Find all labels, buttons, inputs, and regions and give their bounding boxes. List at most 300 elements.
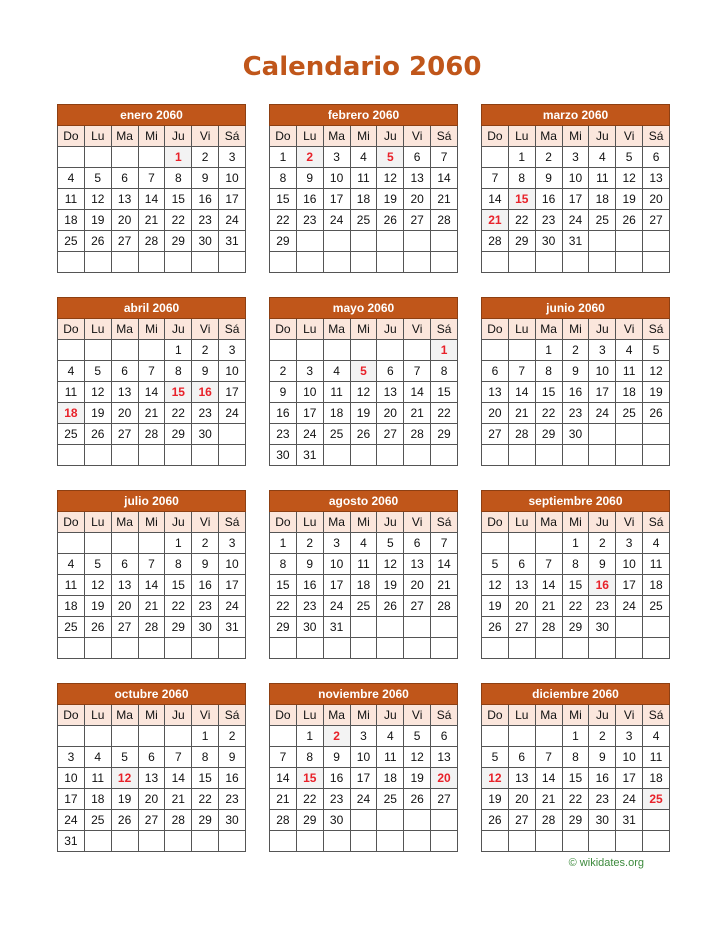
day-cell: 22 [535, 403, 562, 424]
day-cell: 6 [431, 726, 458, 747]
empty-day-cell [138, 252, 165, 273]
empty-day-cell [404, 252, 431, 273]
day-cell: 11 [58, 189, 85, 210]
empty-day-cell [643, 424, 670, 445]
weekday-header: Vi [192, 705, 219, 726]
day-cell: 23 [219, 789, 246, 810]
day-cell: 4 [84, 747, 111, 768]
day-cell: 29 [562, 617, 589, 638]
day-cell: 16 [296, 575, 323, 596]
day-cell: 23 [535, 210, 562, 231]
day-cell: 17 [219, 575, 246, 596]
day-cell: 30 [562, 424, 589, 445]
day-cell: 26 [377, 210, 404, 231]
empty-day-cell [111, 831, 138, 852]
day-cell: 13 [404, 554, 431, 575]
day-cell: 24 [323, 210, 350, 231]
day-cell: 7 [508, 361, 535, 382]
weekday-header: Lu [84, 126, 111, 147]
weekday-header: Mi [350, 512, 377, 533]
day-cell: 30 [192, 617, 219, 638]
day-cell: 9 [296, 554, 323, 575]
day-cell: 15 [165, 189, 192, 210]
weekday-header: Mi [138, 126, 165, 147]
day-cell: 19 [377, 575, 404, 596]
empty-day-cell [431, 638, 458, 659]
weekday-header: Sá [219, 705, 246, 726]
day-cell: 17 [219, 382, 246, 403]
day-cell: 3 [58, 747, 85, 768]
day-cell: 1 [165, 340, 192, 361]
day-cell: 5 [84, 168, 111, 189]
month-title: diciembre 2060 [482, 684, 670, 705]
day-cell: 1 [192, 726, 219, 747]
empty-day-cell [323, 340, 350, 361]
empty-day-cell [643, 617, 670, 638]
day-cell: 31 [296, 445, 323, 466]
empty-day-cell [84, 340, 111, 361]
day-cell: 28 [482, 231, 509, 252]
weekday-header: Sá [643, 512, 670, 533]
weekday-header: Vi [404, 126, 431, 147]
weekday-header: Lu [508, 512, 535, 533]
day-cell: 23 [589, 596, 616, 617]
empty-day-cell [589, 231, 616, 252]
empty-day-cell [84, 726, 111, 747]
month-calendar [269, 104, 458, 273]
day-cell: 16 [192, 575, 219, 596]
day-cell: 17 [350, 768, 377, 789]
month-title: octubre 2060 [58, 684, 246, 705]
day-cell: 16 [562, 382, 589, 403]
weekday-header: Vi [192, 512, 219, 533]
empty-day-cell [138, 831, 165, 852]
day-cell: 4 [643, 533, 670, 554]
weekday-header: Lu [296, 319, 323, 340]
weekday-header: Sá [431, 126, 458, 147]
day-cell: 27 [482, 424, 509, 445]
day-cell: 12 [377, 168, 404, 189]
day-cell: 28 [138, 424, 165, 445]
weekday-header: Ju [377, 319, 404, 340]
month-title: mayo 2060 [270, 298, 458, 319]
day-cell: 5 [643, 340, 670, 361]
holiday-day-cell: 1 [431, 340, 458, 361]
day-cell: 9 [562, 361, 589, 382]
day-cell: 15 [165, 575, 192, 596]
empty-day-cell [589, 638, 616, 659]
empty-day-cell [350, 340, 377, 361]
weekday-header: Lu [508, 319, 535, 340]
weekday-header: Lu [296, 126, 323, 147]
month-title: noviembre 2060 [270, 684, 458, 705]
empty-day-cell [84, 533, 111, 554]
month-calendar [481, 683, 670, 852]
weekday-header: Vi [616, 512, 643, 533]
day-cell: 28 [431, 596, 458, 617]
empty-day-cell [138, 533, 165, 554]
day-cell: 17 [219, 189, 246, 210]
day-cell: 19 [84, 596, 111, 617]
empty-day-cell [296, 231, 323, 252]
empty-day-cell [482, 252, 509, 273]
day-cell: 27 [111, 424, 138, 445]
empty-day-cell [535, 533, 562, 554]
day-cell: 20 [508, 789, 535, 810]
day-cell: 1 [562, 533, 589, 554]
empty-day-cell [508, 638, 535, 659]
day-cell: 6 [643, 147, 670, 168]
empty-day-cell [58, 340, 85, 361]
day-cell: 25 [84, 810, 111, 831]
empty-day-cell [296, 831, 323, 852]
weekday-header: Ma [111, 126, 138, 147]
day-cell: 13 [377, 382, 404, 403]
day-cell: 18 [643, 575, 670, 596]
empty-day-cell [508, 533, 535, 554]
empty-day-cell [562, 831, 589, 852]
day-cell: 11 [350, 554, 377, 575]
month-calendar [481, 104, 670, 273]
empty-day-cell [219, 445, 246, 466]
empty-day-cell [350, 831, 377, 852]
day-cell: 9 [535, 168, 562, 189]
day-cell: 5 [84, 554, 111, 575]
day-cell: 24 [323, 596, 350, 617]
weekday-header: Do [482, 512, 509, 533]
day-cell: 13 [508, 575, 535, 596]
empty-day-cell [508, 726, 535, 747]
day-cell: 24 [219, 596, 246, 617]
empty-day-cell [192, 638, 219, 659]
empty-day-cell [58, 445, 85, 466]
day-cell: 20 [508, 596, 535, 617]
empty-day-cell [111, 533, 138, 554]
day-cell: 23 [296, 596, 323, 617]
empty-day-cell [138, 638, 165, 659]
day-cell: 6 [508, 747, 535, 768]
day-cell: 22 [296, 789, 323, 810]
empty-day-cell [84, 147, 111, 168]
day-cell: 7 [404, 361, 431, 382]
empty-day-cell [643, 810, 670, 831]
empty-day-cell [350, 617, 377, 638]
day-cell: 9 [589, 554, 616, 575]
weekday-header: Do [482, 319, 509, 340]
empty-day-cell [404, 831, 431, 852]
day-cell: 26 [616, 210, 643, 231]
day-cell: 17 [616, 768, 643, 789]
day-cell: 22 [165, 403, 192, 424]
day-cell: 30 [589, 617, 616, 638]
empty-day-cell [482, 340, 509, 361]
month-title: abril 2060 [58, 298, 246, 319]
weekday-header: Ju [589, 512, 616, 533]
day-cell: 31 [562, 231, 589, 252]
day-cell: 3 [323, 147, 350, 168]
holiday-day-cell: 5 [350, 361, 377, 382]
weekday-header: Vi [404, 319, 431, 340]
weekday-header: Lu [508, 705, 535, 726]
day-cell: 7 [482, 168, 509, 189]
day-cell: 12 [84, 575, 111, 596]
empty-day-cell [270, 831, 297, 852]
empty-day-cell [535, 252, 562, 273]
day-cell: 3 [219, 147, 246, 168]
empty-day-cell [377, 445, 404, 466]
day-cell: 7 [138, 168, 165, 189]
weekday-header: Sá [643, 705, 670, 726]
day-cell: 12 [350, 382, 377, 403]
empty-day-cell [111, 147, 138, 168]
weekday-header: Mi [562, 512, 589, 533]
day-cell: 10 [589, 361, 616, 382]
weekday-header: Mi [138, 705, 165, 726]
day-cell: 14 [138, 575, 165, 596]
day-cell: 19 [482, 789, 509, 810]
day-cell: 19 [482, 596, 509, 617]
day-cell: 17 [323, 189, 350, 210]
weekday-header: Ju [377, 705, 404, 726]
weekday-header: Do [270, 126, 297, 147]
empty-day-cell [165, 252, 192, 273]
day-cell: 29 [508, 231, 535, 252]
day-cell: 24 [219, 403, 246, 424]
weekday-header: Sá [219, 126, 246, 147]
day-cell: 16 [535, 189, 562, 210]
empty-day-cell [219, 252, 246, 273]
day-cell: 26 [482, 617, 509, 638]
day-cell: 17 [589, 382, 616, 403]
weekday-header: Sá [431, 705, 458, 726]
day-cell: 24 [350, 789, 377, 810]
day-cell: 11 [589, 168, 616, 189]
empty-day-cell [643, 231, 670, 252]
day-cell: 25 [377, 789, 404, 810]
day-cell: 17 [562, 189, 589, 210]
day-cell: 14 [270, 768, 297, 789]
empty-day-cell [404, 810, 431, 831]
empty-day-cell [508, 340, 535, 361]
day-cell: 10 [219, 168, 246, 189]
empty-day-cell [377, 638, 404, 659]
day-cell: 13 [431, 747, 458, 768]
day-cell: 23 [589, 789, 616, 810]
weekday-header: Do [270, 512, 297, 533]
weekday-header: Vi [404, 512, 431, 533]
day-cell: 14 [508, 382, 535, 403]
weekday-header: Mi [350, 126, 377, 147]
day-cell: 10 [219, 361, 246, 382]
day-cell: 2 [589, 726, 616, 747]
day-cell: 7 [431, 147, 458, 168]
day-cell: 23 [192, 596, 219, 617]
empty-day-cell [219, 638, 246, 659]
empty-day-cell [138, 726, 165, 747]
day-cell: 12 [616, 168, 643, 189]
empty-day-cell [589, 445, 616, 466]
weekday-header: Sá [219, 512, 246, 533]
day-cell: 9 [192, 168, 219, 189]
empty-day-cell [111, 445, 138, 466]
day-cell: 12 [643, 361, 670, 382]
day-cell: 24 [296, 424, 323, 445]
day-cell: 19 [377, 189, 404, 210]
day-cell: 1 [165, 533, 192, 554]
day-cell: 5 [616, 147, 643, 168]
day-cell: 12 [377, 554, 404, 575]
day-cell: 16 [323, 768, 350, 789]
empty-day-cell [431, 231, 458, 252]
day-cell: 7 [431, 533, 458, 554]
day-cell: 2 [296, 533, 323, 554]
day-cell: 6 [111, 554, 138, 575]
holiday-day-cell: 1 [165, 147, 192, 168]
day-cell: 2 [270, 361, 297, 382]
day-cell: 6 [482, 361, 509, 382]
holiday-day-cell: 12 [482, 768, 509, 789]
day-cell: 6 [404, 147, 431, 168]
day-cell: 7 [535, 747, 562, 768]
empty-day-cell [377, 617, 404, 638]
day-cell: 17 [616, 575, 643, 596]
day-cell: 26 [84, 231, 111, 252]
weekday-header: Ma [323, 705, 350, 726]
day-cell: 29 [270, 617, 297, 638]
weekday-header: Mi [138, 512, 165, 533]
empty-day-cell [58, 726, 85, 747]
day-cell: 23 [192, 210, 219, 231]
day-cell: 13 [138, 768, 165, 789]
day-cell: 22 [508, 210, 535, 231]
holiday-day-cell: 25 [643, 789, 670, 810]
weekday-header: Mi [138, 319, 165, 340]
day-cell: 30 [323, 810, 350, 831]
day-cell: 15 [431, 382, 458, 403]
weekday-header: Ju [377, 512, 404, 533]
empty-day-cell [431, 252, 458, 273]
day-cell: 9 [192, 554, 219, 575]
holiday-day-cell: 15 [165, 382, 192, 403]
day-cell: 3 [296, 361, 323, 382]
day-cell: 27 [508, 617, 535, 638]
day-cell: 8 [192, 747, 219, 768]
day-cell: 29 [192, 810, 219, 831]
day-cell: 3 [350, 726, 377, 747]
empty-day-cell [377, 831, 404, 852]
day-cell: 16 [589, 768, 616, 789]
day-cell: 13 [482, 382, 509, 403]
holiday-day-cell: 16 [192, 382, 219, 403]
day-cell: 25 [643, 596, 670, 617]
day-cell: 27 [377, 424, 404, 445]
empty-day-cell [138, 445, 165, 466]
day-cell: 28 [165, 810, 192, 831]
empty-day-cell [192, 252, 219, 273]
empty-day-cell [350, 445, 377, 466]
empty-day-cell [643, 831, 670, 852]
day-cell: 21 [431, 189, 458, 210]
holiday-day-cell: 5 [377, 147, 404, 168]
day-cell: 19 [643, 382, 670, 403]
day-cell: 28 [404, 424, 431, 445]
day-cell: 31 [219, 617, 246, 638]
day-cell: 2 [192, 340, 219, 361]
day-cell: 1 [270, 147, 297, 168]
empty-day-cell [616, 252, 643, 273]
day-cell: 20 [111, 403, 138, 424]
day-cell: 29 [270, 231, 297, 252]
empty-day-cell [431, 810, 458, 831]
day-cell: 10 [323, 168, 350, 189]
day-cell: 26 [350, 424, 377, 445]
day-cell: 26 [111, 810, 138, 831]
day-cell: 19 [616, 189, 643, 210]
day-cell: 20 [404, 575, 431, 596]
empty-day-cell [296, 252, 323, 273]
footer-credit[interactable]: © wikidates.org [568, 857, 644, 869]
empty-day-cell [589, 831, 616, 852]
day-cell: 16 [270, 403, 297, 424]
day-cell: 1 [508, 147, 535, 168]
day-cell: 29 [562, 810, 589, 831]
empty-day-cell [535, 638, 562, 659]
weekday-header: Lu [296, 705, 323, 726]
day-cell: 14 [482, 189, 509, 210]
empty-day-cell [562, 252, 589, 273]
weekday-header: Mi [350, 319, 377, 340]
empty-day-cell [58, 638, 85, 659]
empty-day-cell [377, 231, 404, 252]
day-cell: 23 [323, 789, 350, 810]
empty-day-cell [508, 252, 535, 273]
day-cell: 11 [58, 382, 85, 403]
day-cell: 11 [643, 747, 670, 768]
empty-day-cell [431, 445, 458, 466]
day-cell: 1 [562, 726, 589, 747]
day-cell: 21 [535, 789, 562, 810]
empty-day-cell [296, 340, 323, 361]
weekday-header: Lu [84, 319, 111, 340]
day-cell: 22 [192, 789, 219, 810]
empty-day-cell [323, 831, 350, 852]
day-cell: 11 [643, 554, 670, 575]
day-cell: 18 [323, 403, 350, 424]
holiday-day-cell: 15 [296, 768, 323, 789]
weekday-header: Ma [111, 705, 138, 726]
day-cell: 11 [58, 575, 85, 596]
empty-day-cell [562, 445, 589, 466]
day-cell: 18 [616, 382, 643, 403]
day-cell: 5 [482, 554, 509, 575]
day-cell: 14 [165, 768, 192, 789]
empty-day-cell [404, 340, 431, 361]
day-cell: 28 [508, 424, 535, 445]
day-cell: 13 [111, 575, 138, 596]
day-cell: 3 [323, 533, 350, 554]
day-cell: 1 [535, 340, 562, 361]
day-cell: 9 [296, 168, 323, 189]
empty-day-cell [111, 638, 138, 659]
empty-day-cell [404, 638, 431, 659]
day-cell: 29 [165, 424, 192, 445]
day-cell: 16 [219, 768, 246, 789]
weekday-header: Ju [589, 319, 616, 340]
day-cell: 18 [58, 596, 85, 617]
day-cell: 3 [219, 340, 246, 361]
empty-day-cell [111, 340, 138, 361]
month-calendar [57, 297, 246, 466]
